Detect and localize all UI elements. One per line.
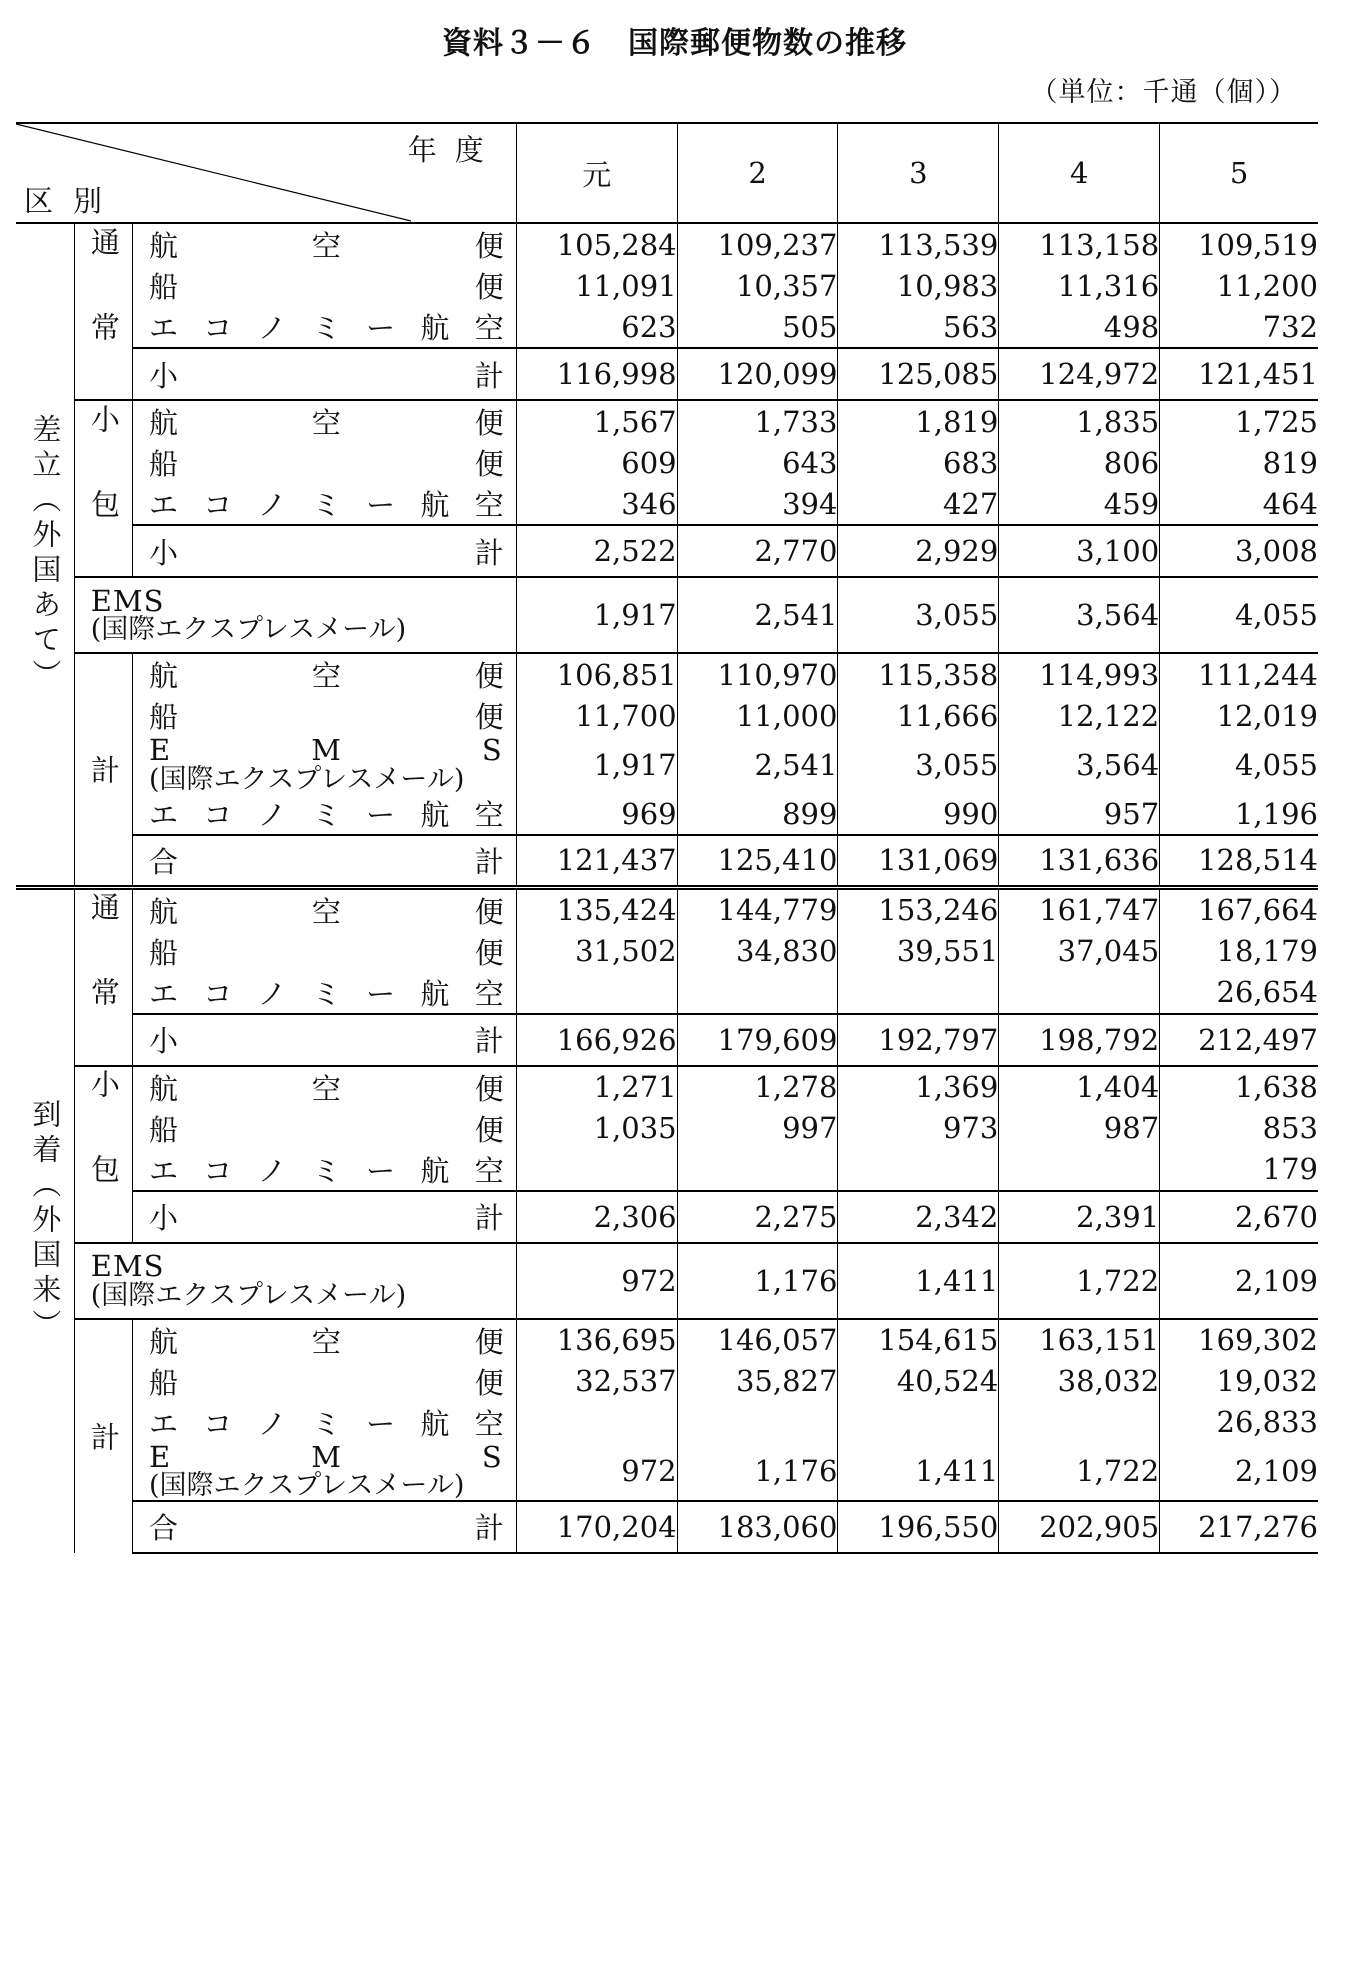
inbound-ems-ems-3: 1,411 <box>838 1243 999 1319</box>
outbound-regular-ship-3: 10,983 <box>838 265 999 306</box>
inbound-regular-economy-row <box>16 972 1318 1014</box>
outbound-parcel-economy-3: 427 <box>838 483 999 525</box>
inbound-parcel-subtotal-5: 2,670 <box>1160 1191 1318 1243</box>
label-ship: 船 便 <box>149 1365 504 1400</box>
inbound-ems-label <box>74 1243 516 1319</box>
inbound-parcel-air-4: 1,404 <box>999 1066 1160 1108</box>
label-ems-main: EMS <box>90 583 165 618</box>
outbound-ems-ems-元: 1,917 <box>516 577 677 653</box>
label-economy: エ コ ノ ミ ー 航 空 <box>149 1153 504 1188</box>
outbound-parcel-subtotal-row <box>16 525 1318 577</box>
outbound-regular-air-5: 109,519 <box>1160 223 1318 265</box>
inbound-parcel-economy-4 <box>999 1149 1160 1191</box>
outbound-subtotal-label <box>133 525 517 577</box>
inbound-regular-subtotal-4: 198,792 <box>999 1014 1160 1066</box>
inbound-total-ship-4: 38,032 <box>999 1361 1160 1402</box>
outbound-parcel-air-4: 1,835 <box>999 400 1160 442</box>
label-ems-sub: (国際エクスプレスメール) <box>90 614 407 646</box>
label-subtotal: 小 計 <box>149 1201 504 1236</box>
label-ems <box>133 1439 516 1502</box>
inbound-regular-subtotal-2: 179,609 <box>677 1014 838 1066</box>
label-air: 航 空 便 <box>149 1324 504 1359</box>
category-label: 区別 <box>24 184 123 218</box>
inbound-ship-label <box>133 931 517 972</box>
inbound-air-label <box>133 1066 517 1108</box>
year-header-4: 5 <box>1160 123 1318 223</box>
outbound-total-air-4: 114,993 <box>999 653 1160 695</box>
inbound-total-grand-3: 196,550 <box>838 1501 999 1553</box>
inbound-parcel-economy-3 <box>838 1149 999 1191</box>
inbound-regular-ship-row <box>16 931 1318 972</box>
inbound-subtotal-label <box>133 1191 517 1243</box>
outbound-total-ems-元: 1,917 <box>516 736 677 793</box>
inbound-total-economy-3 <box>838 1402 999 1443</box>
inbound-economy-label <box>133 1149 517 1191</box>
outbound-parcel-subtotal-3: 2,929 <box>838 525 999 577</box>
inbound-ship-label <box>133 1108 517 1149</box>
outbound-parcel-air-row <box>16 400 1318 442</box>
inbound-total-economy-5: 26,833 <box>1160 1402 1318 1443</box>
outbound-regular-air-元: 105,284 <box>516 223 677 265</box>
outbound-total-air-3: 115,358 <box>838 653 999 695</box>
inbound-grand-label <box>133 1501 517 1553</box>
inbound-parcel-air-2: 1,278 <box>677 1066 838 1108</box>
outbound-regular-air-2: 109,237 <box>677 223 838 265</box>
label-ems-main: EMS <box>90 1249 165 1284</box>
inbound-air-label <box>133 887 517 931</box>
outbound-total-ship-row <box>16 695 1318 736</box>
outbound-total-grand-3: 131,069 <box>838 835 999 887</box>
inbound-regular-subtotal-3: 192,797 <box>838 1014 999 1066</box>
outbound-parcel-economy-5: 464 <box>1160 483 1318 525</box>
label-subtotal: 小 計 <box>149 1024 504 1059</box>
inbound-total-ems-5: 2,109 <box>1160 1443 1318 1501</box>
year-header-2: 3 <box>838 123 999 223</box>
inbound-regular-economy-3 <box>838 972 999 1014</box>
inbound-economy-label <box>133 972 517 1014</box>
outbound-total-ems-3: 3,055 <box>838 736 999 793</box>
outbound-ems-ems-3: 3,055 <box>838 577 999 653</box>
outbound-regular-subtotal-5: 121,451 <box>1160 348 1318 400</box>
label-ship: 船 便 <box>149 700 504 734</box>
label-air: 航 空 便 <box>149 406 504 440</box>
inbound-group-label: 到着（外国来） <box>16 887 74 1553</box>
outbound-air-label <box>133 653 517 695</box>
outbound-total-economy-3: 990 <box>838 793 999 835</box>
inbound-total-ship-元: 32,537 <box>516 1361 677 1402</box>
inbound-total-air-2: 146,057 <box>677 1319 838 1361</box>
label-ems <box>133 733 516 795</box>
label-economy: エ コ ノ ミ ー 航 空 <box>149 1406 504 1441</box>
outbound-regular-economy-4: 498 <box>999 306 1160 348</box>
outbound-total-grand-5: 128,514 <box>1160 835 1318 887</box>
outbound-regular-ship-4: 11,316 <box>999 265 1160 306</box>
inbound-regular-label: 通常 <box>74 887 132 1066</box>
label-economy: エ コ ノ ミ ー 航 空 <box>149 976 504 1011</box>
label-air: 航 空 便 <box>149 229 504 263</box>
inbound-regular-ship-2: 34,830 <box>677 931 838 972</box>
inbound-regular-air-2: 144,779 <box>677 887 838 931</box>
label-ship: 船 便 <box>149 935 504 970</box>
outbound-regular-subtotal-3: 125,085 <box>838 348 999 400</box>
outbound-parcel-economy-2: 394 <box>677 483 838 525</box>
inbound-total-ship-5: 19,032 <box>1160 1361 1318 1402</box>
inbound-total-ems-2: 1,176 <box>677 1443 838 1501</box>
outbound-total-ship-2: 11,000 <box>677 695 838 736</box>
outbound-ship-label <box>133 442 517 483</box>
inbound-total-ems-3: 1,411 <box>838 1443 999 1501</box>
inbound-parcel-subtotal-row <box>16 1191 1318 1243</box>
inbound-total-air-3: 154,615 <box>838 1319 999 1361</box>
page-title: 資料３－６ 国際郵便物数の推移 <box>442 26 907 61</box>
outbound-total-label: 計 <box>74 653 132 887</box>
inbound-total-ems-元: 972 <box>516 1443 677 1501</box>
outbound-ems-ems-4: 3,564 <box>999 577 1160 653</box>
label-ems-letters: E M S <box>149 733 502 767</box>
outbound-parcel-subtotal-元: 2,522 <box>516 525 677 577</box>
outbound-total-ems-4: 3,564 <box>999 736 1160 793</box>
inbound-total-air-元: 136,695 <box>516 1319 677 1361</box>
label-grand-total: 合 計 <box>149 1511 504 1546</box>
inbound-ems-ems-2: 1,176 <box>677 1243 838 1319</box>
outbound-parcel-economy-4: 459 <box>999 483 1160 525</box>
outbound-parcel-label: 小包 <box>74 400 132 577</box>
outbound-economy-label <box>133 793 517 835</box>
inbound-subtotal-label <box>133 1014 517 1066</box>
outbound-parcel-ship-3: 683 <box>838 442 999 483</box>
inbound-total-economy-2 <box>677 1402 838 1443</box>
outbound-parcel-economy-元: 346 <box>516 483 677 525</box>
inbound-total-air-5: 169,302 <box>1160 1319 1318 1361</box>
year-label: 年度 <box>407 133 502 167</box>
outbound-regular-economy-2: 505 <box>677 306 838 348</box>
outbound-total-grand-4: 131,636 <box>999 835 1160 887</box>
unit-label: （単位：千通（個）） <box>1030 77 1297 108</box>
inbound-regular-ship-4: 37,045 <box>999 931 1160 972</box>
outbound-total-ems-row <box>16 736 1318 793</box>
inbound-ems-ems-元: 972 <box>516 1243 677 1319</box>
outbound-ems-ems-row <box>16 577 1318 653</box>
inbound-total-ems-row <box>16 1443 1318 1501</box>
outbound-regular-air-4: 113,158 <box>999 223 1160 265</box>
outbound-total-ship-5: 12,019 <box>1160 695 1318 736</box>
outbound-total-air-元: 106,851 <box>516 653 677 695</box>
label-ems-sub: (国際エクスプレスメール) <box>149 1470 465 1502</box>
inbound-parcel-air-3: 1,369 <box>838 1066 999 1108</box>
outbound-regular-economy-5: 732 <box>1160 306 1318 348</box>
inbound-parcel-ship-4: 987 <box>999 1108 1160 1149</box>
outbound-total-ship-3: 11,666 <box>838 695 999 736</box>
outbound-regular-subtotal-2: 120,099 <box>677 348 838 400</box>
label-ems-sub: (国際エクスプレスメール) <box>90 1279 407 1311</box>
outbound-total-grand-2: 125,410 <box>677 835 838 887</box>
inbound-regular-ship-5: 18,179 <box>1160 931 1318 972</box>
inbound-total-air-4: 163,151 <box>999 1319 1160 1361</box>
outbound-parcel-ship-元: 609 <box>516 442 677 483</box>
outbound-ems-label <box>74 577 516 653</box>
outbound-regular-subtotal-4: 124,972 <box>999 348 1160 400</box>
inbound-total-grand-2: 183,060 <box>677 1501 838 1553</box>
outbound-grand-label <box>133 835 517 887</box>
outbound-parcel-subtotal-4: 3,100 <box>999 525 1160 577</box>
label-grand-total: 合 計 <box>149 844 504 879</box>
label-air: 航 空 便 <box>149 659 504 693</box>
outbound-air-label <box>133 400 517 442</box>
outbound-parcel-air-2: 1,733 <box>677 400 838 442</box>
inbound-regular-air-4: 161,747 <box>999 887 1160 931</box>
inbound-parcel-subtotal-4: 2,391 <box>999 1191 1160 1243</box>
outbound-total-economy-5: 1,196 <box>1160 793 1318 835</box>
outbound-ems-ems-2: 2,541 <box>677 577 838 653</box>
corner-cell <box>16 123 516 223</box>
outbound-parcel-ship-4: 806 <box>999 442 1160 483</box>
label-subtotal: 小 計 <box>149 535 504 570</box>
label-subtotal: 小 計 <box>149 358 504 393</box>
outbound-total-air-row <box>16 653 1318 695</box>
inbound-regular-ship-元: 31,502 <box>516 931 677 972</box>
mail-volume-table <box>16 122 1318 1554</box>
outbound-total-air-2: 110,970 <box>677 653 838 695</box>
outbound-group-label: 差立（外国あて） <box>16 223 74 887</box>
inbound-ems-ems-row <box>16 1243 1318 1319</box>
outbound-regular-economy-row <box>16 306 1318 348</box>
inbound-total-grand-4: 202,905 <box>999 1501 1160 1553</box>
inbound-regular-air-3: 153,246 <box>838 887 999 931</box>
year-header-1: 2 <box>677 123 838 223</box>
inbound-regular-economy-5: 26,654 <box>1160 972 1318 1014</box>
inbound-regular-air-row <box>16 887 1318 931</box>
outbound-total-grand-元: 121,437 <box>516 835 677 887</box>
outbound-ship-label <box>133 695 517 736</box>
label-economy: エ コ ノ ミ ー 航 空 <box>149 311 504 345</box>
inbound-total-economy-元 <box>516 1402 677 1443</box>
outbound-regular-subtotal-row <box>16 348 1318 400</box>
label-ems-sub: (国際エクスプレスメール) <box>149 763 465 795</box>
outbound-total-economy-4: 957 <box>999 793 1160 835</box>
inbound-parcel-economy-元 <box>516 1149 677 1191</box>
inbound-parcel-ship-2: 997 <box>677 1108 838 1149</box>
outbound-total-economy-元: 969 <box>516 793 677 835</box>
outbound-total-grand-row <box>16 835 1318 887</box>
outbound-parcel-ship-2: 643 <box>677 442 838 483</box>
inbound-parcel-ship-元: 1,035 <box>516 1108 677 1149</box>
inbound-total-ship-2: 35,827 <box>677 1361 838 1402</box>
inbound-total-air-row <box>16 1319 1318 1361</box>
year-header-3: 4 <box>999 123 1160 223</box>
inbound-regular-ship-3: 39,551 <box>838 931 999 972</box>
outbound-regular-air-row <box>16 223 1318 265</box>
inbound-regular-economy-2 <box>677 972 838 1014</box>
outbound-total-ship-元: 11,700 <box>516 695 677 736</box>
inbound-parcel-economy-2 <box>677 1149 838 1191</box>
outbound-ems-ems-5: 4,055 <box>1160 577 1318 653</box>
label-economy: エ コ ノ ミ ー 航 空 <box>149 488 504 522</box>
outbound-regular-label: 通常 <box>74 223 132 400</box>
label-air: 航 空 便 <box>149 894 504 929</box>
inbound-regular-air-元: 135,424 <box>516 887 677 931</box>
label-ship: 船 便 <box>149 447 504 481</box>
inbound-parcel-economy-5: 179 <box>1160 1149 1318 1191</box>
outbound-total-air-5: 111,244 <box>1160 653 1318 695</box>
inbound-total-ship-row <box>16 1361 1318 1402</box>
inbound-air-label <box>133 1319 517 1361</box>
inbound-ship-label <box>133 1361 517 1402</box>
label-ship: 船 便 <box>149 270 504 304</box>
inbound-total-grand-5: 217,276 <box>1160 1501 1318 1553</box>
outbound-total-economy-2: 899 <box>677 793 838 835</box>
inbound-regular-economy-元 <box>516 972 677 1014</box>
year-header-0: 元 <box>516 123 677 223</box>
outbound-regular-economy-元: 623 <box>516 306 677 348</box>
inbound-parcel-label: 小包 <box>74 1066 132 1243</box>
inbound-ems-ems-5: 2,109 <box>1160 1243 1318 1319</box>
outbound-regular-air-3: 113,539 <box>838 223 999 265</box>
inbound-parcel-ship-3: 973 <box>838 1108 999 1149</box>
inbound-ems-ems-4: 1,722 <box>999 1243 1160 1319</box>
inbound-total-economy-4 <box>999 1402 1160 1443</box>
outbound-economy-label <box>133 483 517 525</box>
label-ems-letters: E M S <box>149 1439 502 1474</box>
outbound-total-economy-row <box>16 793 1318 835</box>
outbound-subtotal-label <box>133 348 517 400</box>
inbound-regular-economy-4 <box>999 972 1160 1014</box>
outbound-parcel-air-元: 1,567 <box>516 400 677 442</box>
inbound-total-ship-3: 40,524 <box>838 1361 999 1402</box>
inbound-total-economy-row <box>16 1402 1318 1443</box>
outbound-regular-ship-2: 10,357 <box>677 265 838 306</box>
inbound-economy-label <box>133 1402 517 1443</box>
outbound-regular-ship-5: 11,200 <box>1160 265 1318 306</box>
inbound-parcel-air-row <box>16 1066 1318 1108</box>
inbound-parcel-subtotal-2: 2,275 <box>677 1191 838 1243</box>
inbound-parcel-subtotal-元: 2,306 <box>516 1191 677 1243</box>
inbound-regular-subtotal-5: 212,497 <box>1160 1014 1318 1066</box>
inbound-parcel-ship-row <box>16 1108 1318 1149</box>
outbound-parcel-subtotal-5: 3,008 <box>1160 525 1318 577</box>
outbound-total-ship-4: 12,122 <box>999 695 1160 736</box>
outbound-total-ems-5: 4,055 <box>1160 736 1318 793</box>
outbound-parcel-ship-row <box>16 442 1318 483</box>
outbound-regular-ship-row <box>16 265 1318 306</box>
label-air: 航 空 便 <box>149 1071 504 1106</box>
inbound-parcel-subtotal-3: 2,342 <box>838 1191 999 1243</box>
outbound-parcel-air-3: 1,819 <box>838 400 999 442</box>
outbound-parcel-subtotal-2: 2,770 <box>677 525 838 577</box>
label-economy: エ コ ノ ミ ー 航 空 <box>149 798 504 833</box>
inbound-regular-subtotal-row <box>16 1014 1318 1066</box>
inbound-total-grand-row <box>16 1501 1318 1553</box>
inbound-total-ems-4: 1,722 <box>999 1443 1160 1501</box>
inbound-ems-label <box>133 1439 517 1502</box>
inbound-parcel-ship-5: 853 <box>1160 1108 1318 1149</box>
outbound-regular-subtotal-元: 116,998 <box>516 348 677 400</box>
header-row <box>16 123 1318 223</box>
inbound-total-grand-元: 170,204 <box>516 1501 677 1553</box>
outbound-parcel-economy-row <box>16 483 1318 525</box>
inbound-regular-subtotal-元: 166,926 <box>516 1014 677 1066</box>
label-ship: 船 便 <box>149 1112 504 1147</box>
inbound-regular-air-5: 167,664 <box>1160 887 1318 931</box>
outbound-economy-label <box>133 306 517 348</box>
outbound-ems-label <box>133 733 517 795</box>
inbound-total-label: 計 <box>74 1319 132 1553</box>
outbound-parcel-ship-5: 819 <box>1160 442 1318 483</box>
outbound-parcel-air-5: 1,725 <box>1160 400 1318 442</box>
outbound-air-label <box>133 223 517 265</box>
outbound-total-ems-2: 2,541 <box>677 736 838 793</box>
outbound-regular-economy-3: 563 <box>838 306 999 348</box>
inbound-parcel-air-元: 1,271 <box>516 1066 677 1108</box>
inbound-parcel-air-5: 1,638 <box>1160 1066 1318 1108</box>
outbound-ship-label <box>133 265 517 306</box>
outbound-regular-ship-元: 11,091 <box>516 265 677 306</box>
inbound-parcel-economy-row <box>16 1149 1318 1191</box>
